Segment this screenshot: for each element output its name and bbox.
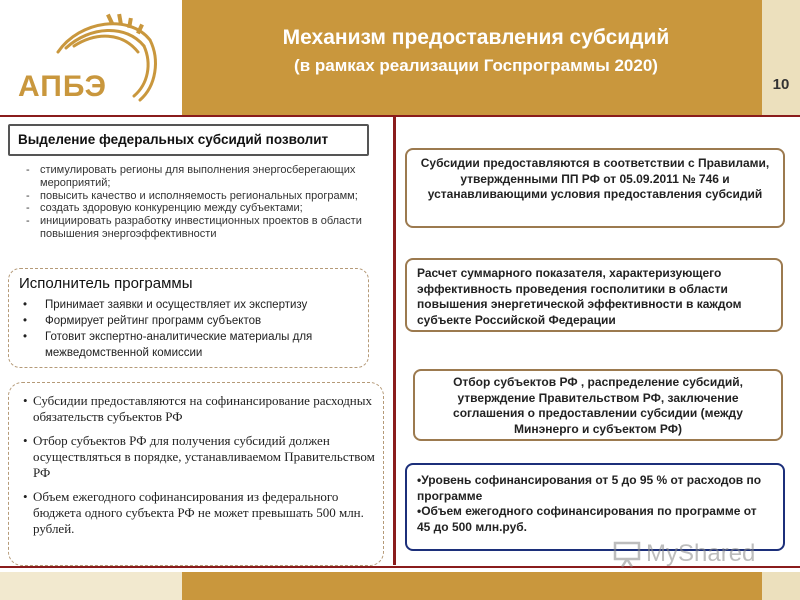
program-executor-box — [8, 268, 369, 368]
list-item: - стимулировать регионы для выполнения энергосберегающих мероприятий; — [24, 164, 384, 190]
header-divider — [0, 115, 800, 117]
cofinancing-volume: •Объем ежегодного софинансирования по программе от 45 до 500 млн.руб. — [417, 504, 757, 534]
footer-band — [182, 572, 762, 600]
logo — [0, 0, 182, 115]
federal-subsidies-heading: Выделение федеральных субсидий позволит — [8, 124, 369, 156]
list-item: • Принимает заявки и осуществляет их экспертизу — [21, 297, 361, 313]
watermark-text: MyShared — [646, 540, 756, 567]
list-item: - инициировать разработку инвестиционных проектов в области повышения энергоэффективности — [24, 215, 384, 241]
page-title: Механизм предоставления субсидий — [282, 26, 670, 49]
list-item: • Готовит экспертно-аналитические материалы для межведомственной комиссии — [21, 329, 361, 361]
watermark — [612, 538, 755, 570]
list-item: • Формирует рейтинг программ субъектов — [21, 313, 361, 329]
program-executor-title: Исполнитель программы — [19, 275, 193, 292]
subsidy-conditions-box — [8, 382, 384, 566]
cofinancing-level: •Уровень софинансирования от 5 до 95 % от расходов по программе — [417, 473, 762, 503]
page-subtitle: (в рамках реализации Госпрограммы 2020) — [294, 56, 658, 75]
list-item: - создать здоровую конкуренцию между субъектами; — [24, 202, 384, 215]
header-right-strip — [762, 0, 800, 115]
logo-text: АПБЭ — [18, 70, 107, 103]
footer-left — [0, 572, 182, 600]
list-item: - повысить качество и исполняемость региональных программ; — [24, 190, 384, 203]
subsidy-conditions-list — [23, 393, 383, 545]
list-item: • Объем ежегодного софинансирования из федерального бюджета одного субъекта РФ не может превышать 500 млн. рублей. — [23, 489, 383, 537]
calculation-box: Расчет суммарного показателя, характеризующего эффективность проведения госполитики в области повышения энергетической эффективности в каждом субъекте Российской Федерации — [405, 258, 783, 332]
program-executor-list — [21, 297, 361, 361]
rules-box: Субсидии предоставляются в соответствии с Правилами, утвержденными ПП РФ от 05.09.2011 № 746 и устанавливающими условия предоставления субсидий — [405, 148, 785, 228]
footer-right — [762, 572, 800, 600]
list-item: • Отбор субъектов РФ для получения субсидий должен осуществляться в порядке, устанавливаемом Правительством РФ — [23, 433, 383, 481]
column-divider — [393, 117, 396, 565]
federal-subsidies-list — [24, 164, 384, 241]
selection-box: Отбор субъектов РФ , распределение субсидий, утверждение Правительством РФ, заключение соглашения о предоставлении субсидии (между Минэнерго и субъектом РФ) — [413, 369, 783, 441]
presentation-icon — [612, 539, 642, 569]
page-number: 10 — [772, 76, 790, 93]
list-item: • Субсидии предоставляются на софинансирование расходных обязательств субъектов РФ — [23, 393, 383, 425]
